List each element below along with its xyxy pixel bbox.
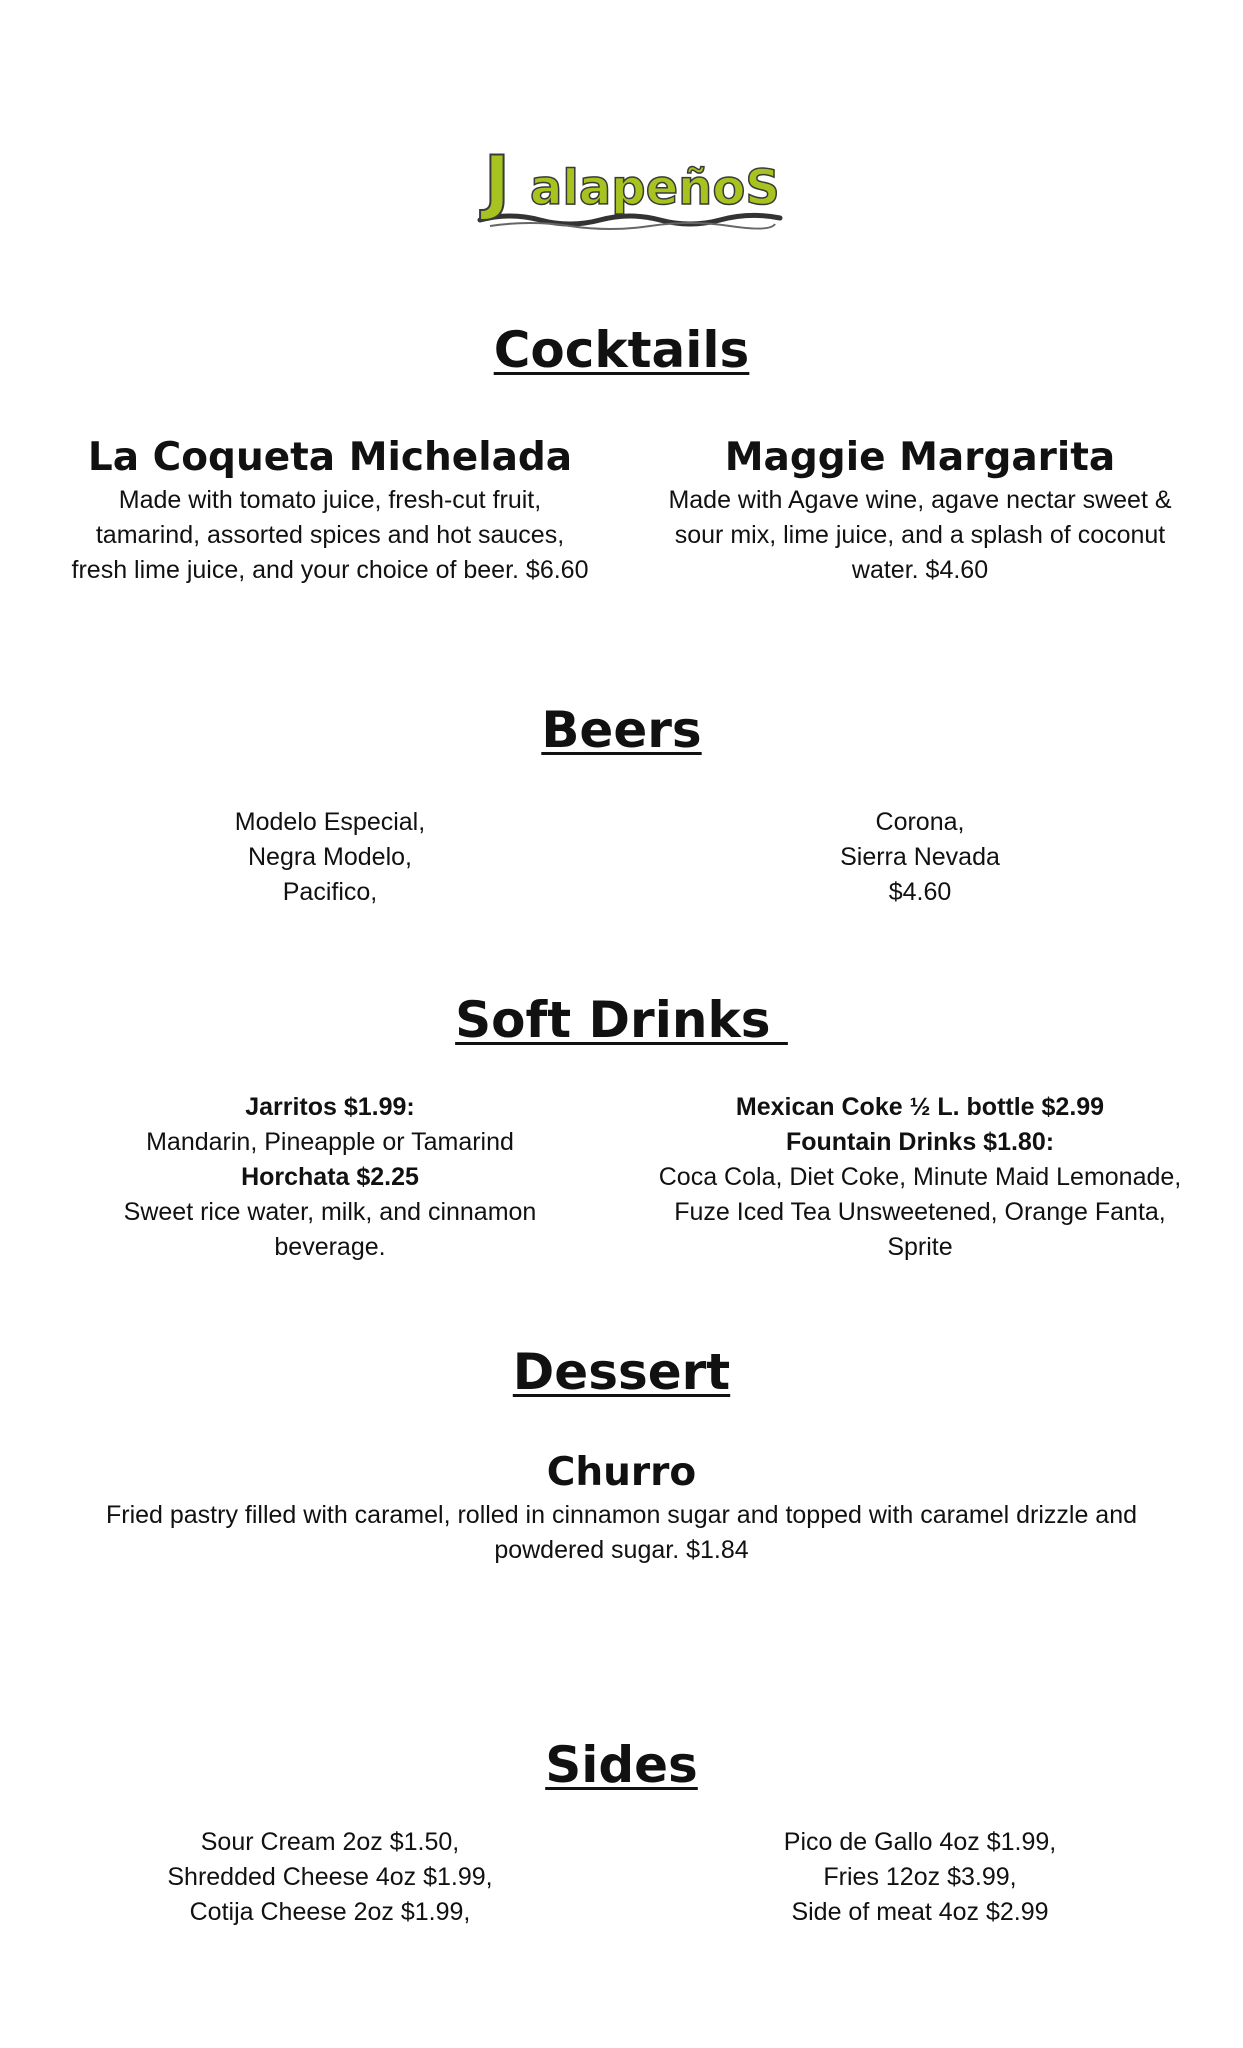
restaurant-logo: [470, 120, 790, 240]
side-item: Sour Cream 2oz $1.50,: [200, 1828, 460, 1856]
fountain-drinks-list: Coca Cola, Diet Coke, Minute Maid Lemonade, Fuze Iced Tea Unsweetened, Orange Fanta, Sprite: [658, 1163, 1182, 1261]
side-item: Side of meat 4oz $2.99: [791, 1898, 1049, 1926]
beer-item: Sierra Nevada: [840, 843, 1000, 871]
side-item: Pico de Gallo 4oz $1.99,: [783, 1828, 1057, 1856]
beer-item: Corona,: [875, 808, 965, 836]
side-item: Shredded Cheese 4oz $1.99,: [167, 1863, 493, 1891]
dessert-description: Fried pastry filled with caramel, rolled in cinnamon sugar and topped with caramel drizzle and powdered sugar. $1.84: [105, 1501, 1138, 1564]
dessert-item-churro: [60, 1450, 1183, 1568]
cocktail-name: La Coqueta Michelada: [87, 435, 573, 480]
horchata-description: Sweet rice water, milk, and cinnamon beverage.: [123, 1198, 537, 1261]
sides-list-left: [70, 1825, 590, 1930]
beer-price: $4.60: [888, 878, 952, 906]
soft-drinks-right: [655, 1090, 1185, 1265]
horchata-label: Horchata $2.25: [241, 1163, 419, 1191]
beers-heading: Beers: [541, 701, 702, 759]
jalapenos-logo-image: [470, 120, 790, 240]
beer-item: Modelo Especial,: [234, 808, 426, 836]
sides-heading: Sides: [545, 1736, 698, 1794]
soft-drinks-left: [70, 1090, 590, 1265]
beers-list-left: [70, 805, 590, 910]
side-item: Cotija Cheese 2oz $1.99,: [189, 1898, 471, 1926]
cocktail-description: Made with tomato juice, fresh-cut fruit, tamarind, assorted spices and hot sauces, fresh lime juice, and your choice of beer. $6.60: [71, 486, 589, 584]
dessert-heading: Dessert: [512, 1343, 731, 1401]
side-item: Fries 12oz $3.99,: [823, 1863, 1017, 1891]
beer-item: Negra Modelo,: [248, 843, 412, 871]
cocktail-item-margarita: [655, 435, 1185, 588]
soft-drinks-heading: Soft Drinks: [455, 991, 788, 1049]
dessert-name: Churro: [546, 1450, 697, 1495]
svg-text:J: J: [484, 141, 511, 223]
beer-item: Pacifico,: [282, 878, 378, 906]
cocktails-heading: Cocktails: [493, 321, 750, 379]
jarritos-label: Jarritos $1.99:: [245, 1093, 415, 1121]
fountain-drinks-label: Fountain Drinks $1.80:: [785, 1128, 1055, 1156]
mexican-coke-label: Mexican Coke ½ L. bottle $2.99: [735, 1093, 1105, 1121]
logo-wordmark: alapeñoS: [530, 160, 780, 216]
beers-list-right: [655, 805, 1185, 910]
cocktail-name: Maggie Margarita: [724, 435, 1116, 480]
cocktail-description: Made with Agave wine, agave nectar sweet & sour mix, lime juice, and a splash of coconut water. $4.60: [668, 486, 1172, 584]
jarritos-flavors: Mandarin, Pineapple or Tamarind: [146, 1128, 514, 1156]
cocktail-item-michelada: [70, 435, 590, 588]
sides-list-right: [655, 1825, 1185, 1930]
